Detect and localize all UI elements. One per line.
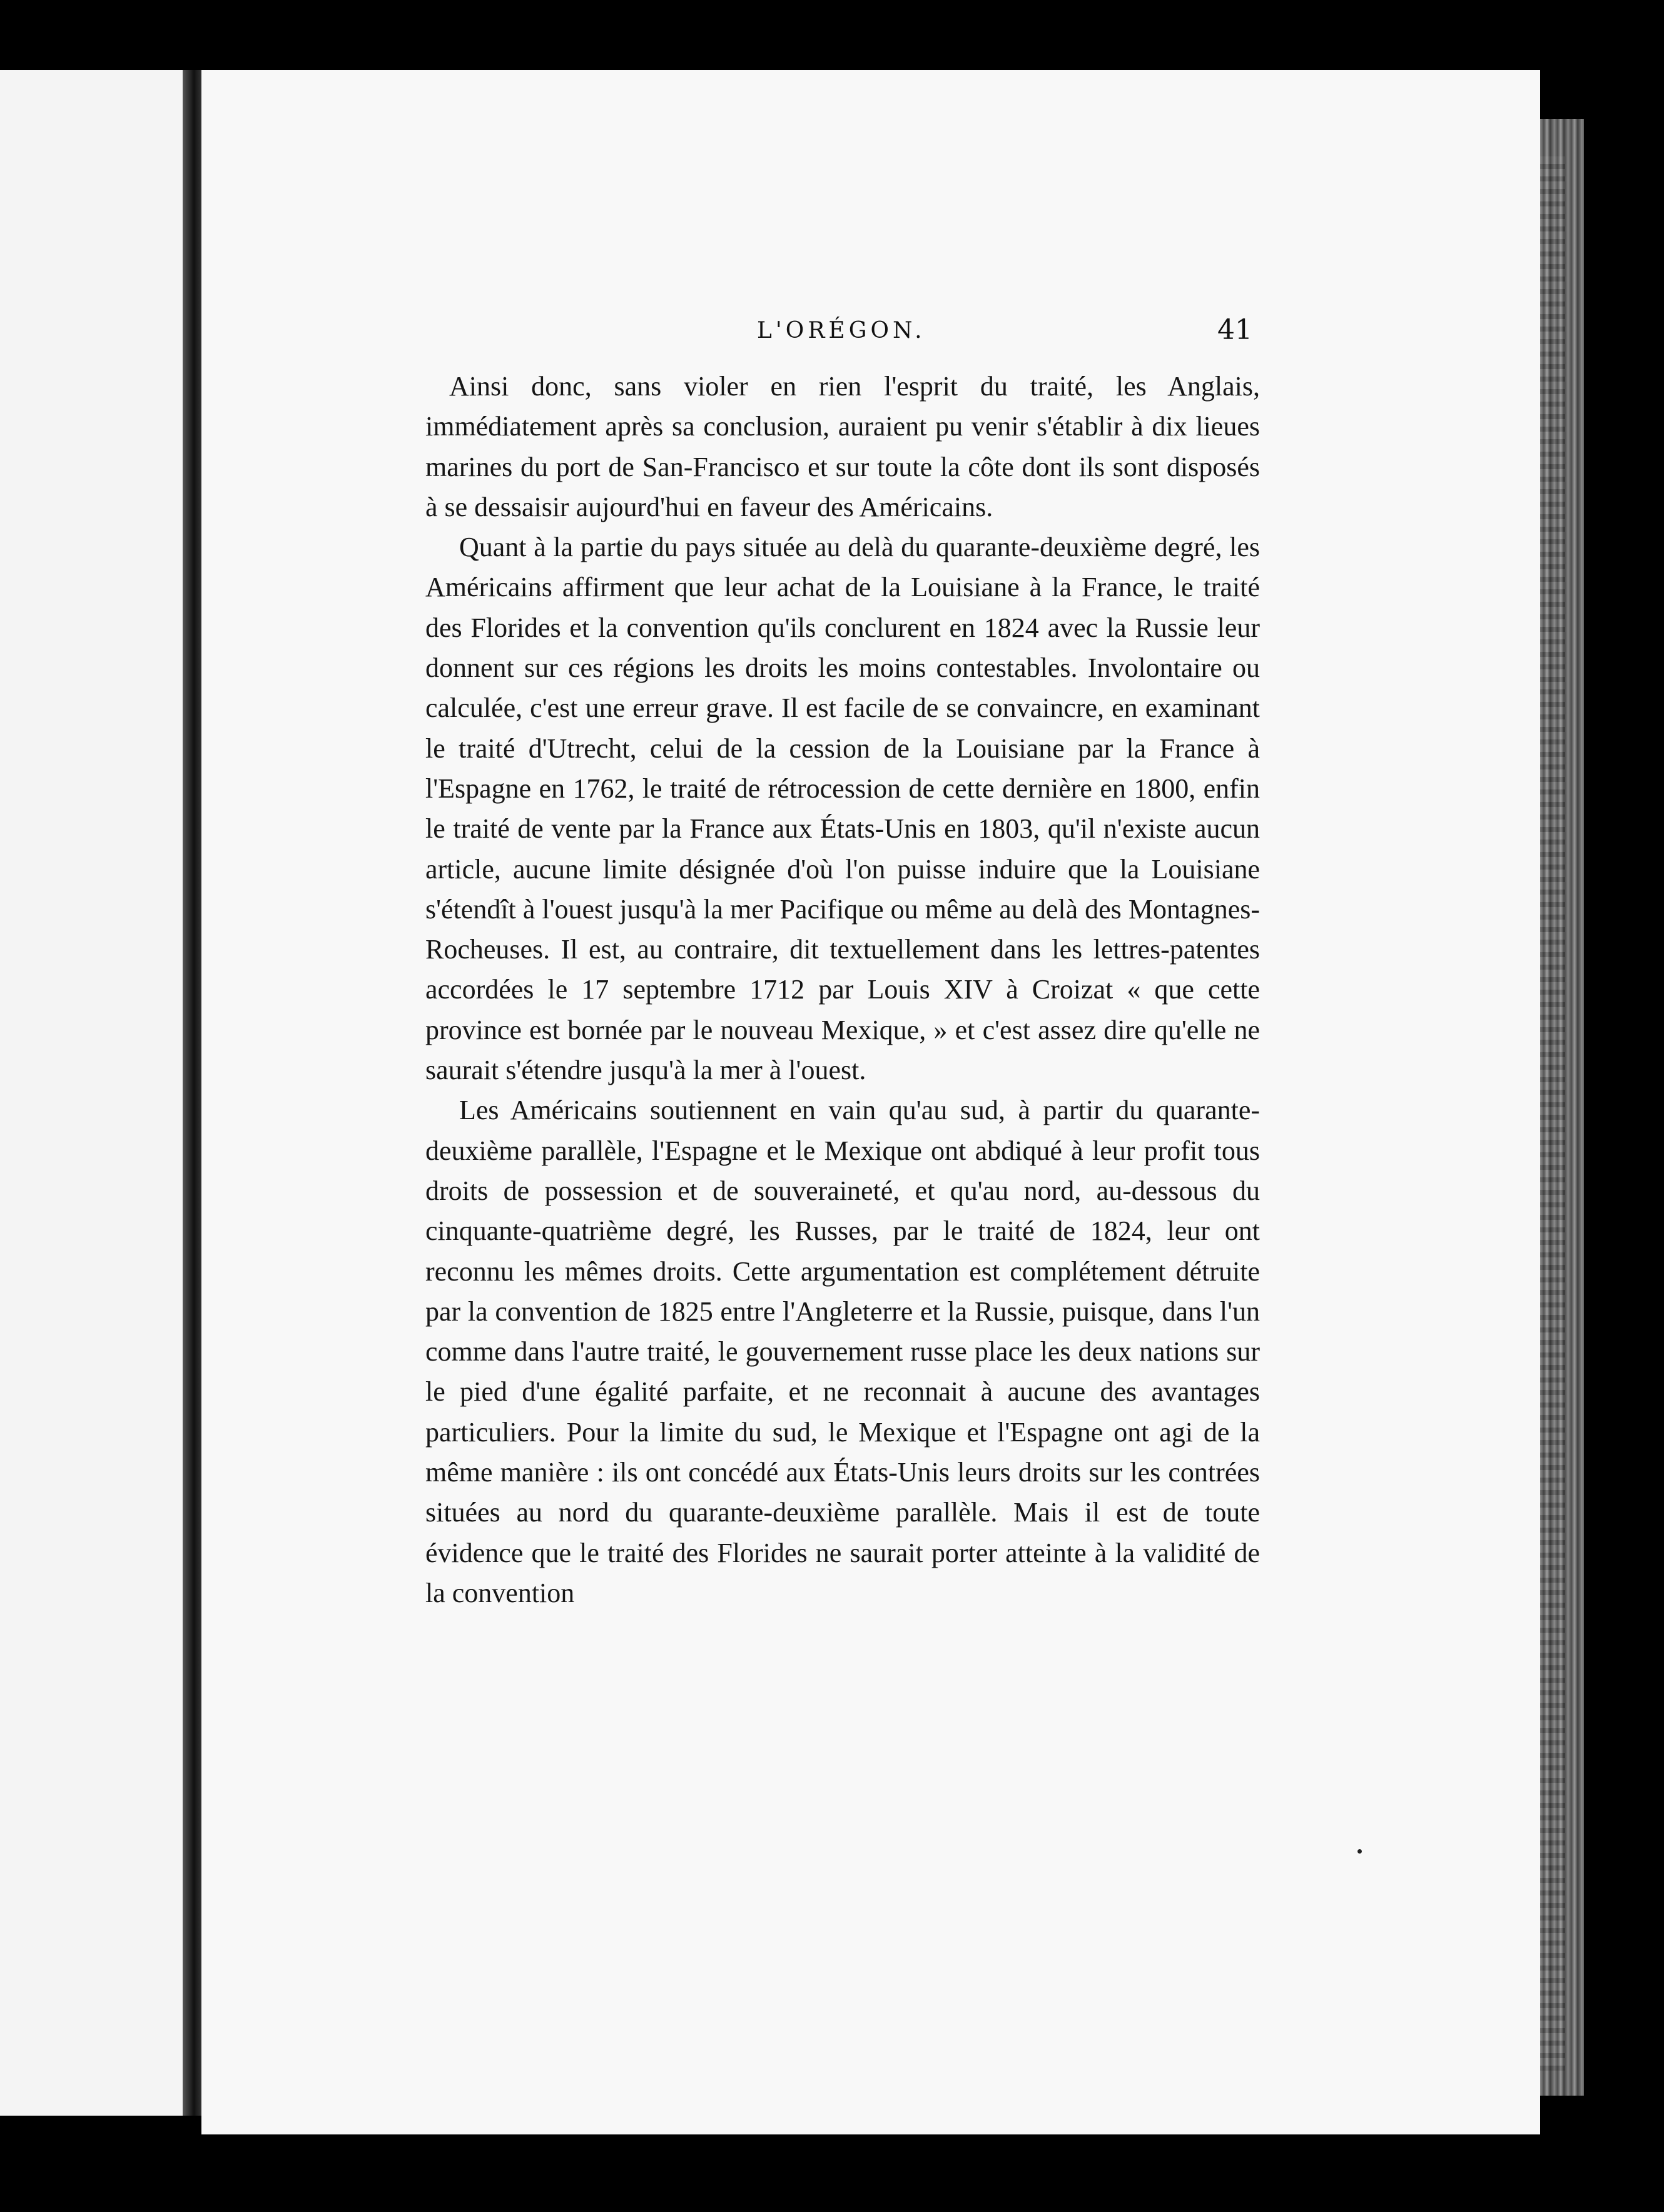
left-page-margin [0,70,183,2116]
paragraph-3: Les Américains soutiennent en vain qu'au sud, à partir du quarante-deuxième parallèle, l'Espagne et le Mexique ont abdiqué à leur profit tous droits de possession et de souveraineté, et qu'au nord, au-dessous du cinquante-quatrième degré, les Russes, par le traité de 1824, leur ont reconnu les mêmes droits. Cette argumentation est complétement détruite par la convention de 1825 entre l'Angleterre et la Russie, puisque, dans l'un comme dans l'autre traité, le gouvernement russe place les deux nations sur le pied d'une égalité parfaite, et ne reconnait à aucune des avantages particuliers. Pour la limite du sud, le Mexique et l'Espagne ont agi de la même manière : ils ont concédé aux États-Unis leurs droits sur les contrées situées au nord du quarante-deuxième parallèle. Mais il est de toute évidence que le traité des Florides ne saurait porter atteinte à la validité de la convention [425,1095,1260,1608]
running-header-title: L'ORÉGON. [757,318,926,343]
book-gutter [183,70,201,2116]
paper-speck [1357,1849,1362,1854]
paragraph-2: Quant à la partie du pays située au delà du quarante-deuxième degré, les Américains affirment que leur achat de la Louisiane à la France, le traité des Florides et la convention qu'ils conclurent en 1824 avec la Russie leur donnent sur ces régions les droits les moins contestables. Involontaire ou calculée, c'est une erreur grave. Il est facile de se convaincre, en examinant le traité d'Utrecht, celui de la cession de la Louisiane par la France à l'Espagne en 1762, le traité de rétrocession de cette dernière en 1800, enfin le traité de vente par la France aux États-Unis en 1803, qu'il n'existe aucun article, aucune limite désignée d'où l'on puisse induire que la Louisiane s'étendît à l'ouest jusqu'à la mer Pacifique ou même au delà des Montagnes-Rocheuses. Il est, au contraire, dit textuellement dans les lettres-patentes accordées le 17 septembre 1712 par Louis XIV à Croizat « que cette province est bornée par le nouveau Mexique, » et c'est assez dire qu'elle ne saurait s'étendre jusqu'à la mer à l'ouest. [425,532,1260,1086]
page-edge-texture [1540,156,1565,2071]
page-number: 41 [1217,314,1252,346]
body-text [425,367,1260,1613]
paragraph-1: Ainsi donc, sans violer en rien l'esprit du traité, les Anglais, immédiatement après sa conclusion, auraient pu venir s'établir à dix lieues marines du port de San-Francisco et sur toute la côte dont ils sont disposés à se dessaisir aujourd'hui en faveur des Américains. [425,371,1260,522]
